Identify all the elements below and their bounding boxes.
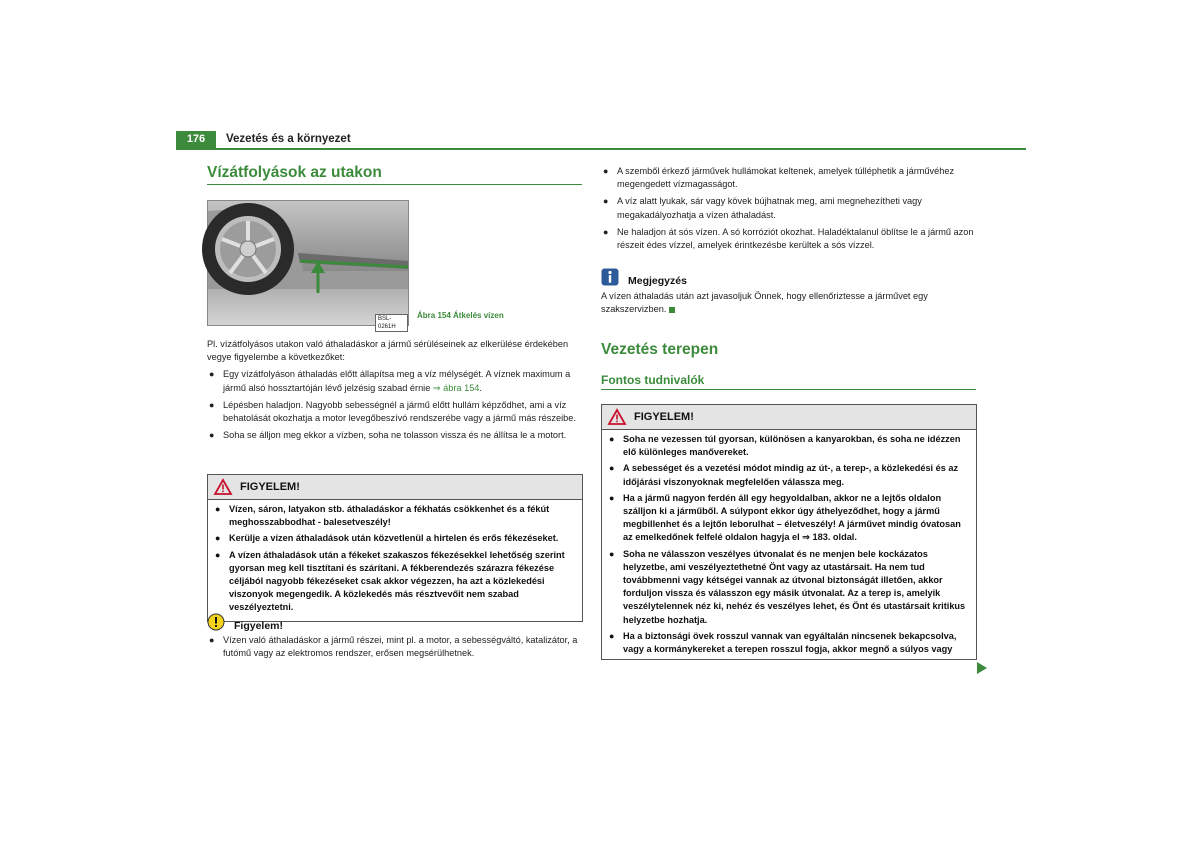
warning-box-right bbox=[601, 404, 977, 660]
list-item-text: Egy vízátfolyáson áthaladás előtt állapítsa meg a víz mélységét. A víznek maximum a jármű alsó hossztartóján lévő jelzésig szabad érnie bbox=[223, 369, 571, 393]
list-item bbox=[207, 634, 581, 660]
list-item bbox=[213, 549, 577, 615]
warning-item-text: A sebességet és a vezetési módot mindig az út-, a terep-, a közlekedési és az időjárási viszonyoknak megfelelően válassza meg. bbox=[623, 463, 959, 487]
page-number: 176 bbox=[176, 131, 216, 148]
section-title-offroad: Vezetés terepen bbox=[601, 341, 719, 358]
list-item-end: . bbox=[479, 382, 482, 393]
running-header: Vezetés és a környezet bbox=[226, 133, 351, 145]
warning-body bbox=[208, 500, 582, 621]
subsection-title: Fontos tudnivalók bbox=[601, 373, 705, 387]
bullet-icon: ● bbox=[209, 430, 215, 441]
bullet-icon: ● bbox=[609, 548, 615, 559]
info-icon bbox=[601, 268, 619, 286]
warning-item-text: Ha a jármű nagyon ferdén áll egy hegyoldalban, akkor ne a lejtős oldalon szálljon ki a járműből. A súlypont ekkor úgy áthelyeződhet, hogy a jármű megbillenhet és a lejtőn leborulhat – életveszély! A járművet mindig óvatosan az emelkedőnek felfelé oldalon hagyja el bbox=[623, 492, 961, 543]
bullet-icon: ● bbox=[215, 533, 221, 544]
warning-item-text: Ha a biztonsági övek rosszul vannak van egyáltalán nincsenek bekapcsolva, vagy a kormánykereket a terepen rosszul fogja, akkor megnő a súlyos vagy bbox=[623, 630, 957, 655]
arrow-right-icon bbox=[977, 662, 987, 674]
bullet-icon: ● bbox=[215, 549, 221, 560]
subsection-rule bbox=[601, 389, 976, 390]
car-wheel-illustration bbox=[208, 201, 408, 325]
list-item bbox=[601, 195, 976, 221]
warning-item-text: Soha ne vezessen túl gyorsan, különösen a kanyarokban, és soha ne idézzen elő különleges manővereket. bbox=[623, 434, 961, 458]
note-block bbox=[601, 267, 976, 316]
note-text: A vízen áthaladás után azt javasoljuk Önnek, hogy ellenőriztesse a járművet egy szakszervizben. bbox=[601, 291, 928, 315]
bullet-icon: ● bbox=[209, 635, 215, 645]
warning-triangle-icon bbox=[214, 479, 232, 495]
warning-box-left bbox=[207, 474, 583, 622]
note-body bbox=[601, 290, 976, 316]
list-item-text: A víz alatt lyukak, sár vagy kövek bújhatnak meg, ami megnehezítheti vagy megakadályozhatja a vízen áthaladást. bbox=[617, 196, 922, 220]
bullet-icon: ● bbox=[603, 166, 609, 176]
bullet-icon: ● bbox=[603, 196, 609, 207]
note-header bbox=[601, 267, 976, 287]
bullet-icon: ● bbox=[609, 434, 615, 444]
bullet-icon: ● bbox=[209, 369, 215, 380]
list-item bbox=[607, 548, 971, 627]
warning-title: FIGYELEM! bbox=[240, 481, 300, 493]
list-item bbox=[607, 433, 971, 459]
exclamation-circle-icon bbox=[207, 613, 225, 631]
figure-link[interactable]: ⇒ ábra 154 bbox=[432, 382, 480, 393]
warning-item-text: A vízen áthaladások után a fékeket szakaszos fékezésekkel lehetőség szerint gyorsan meg kell tisztítani és szárítani. A fékberendezés szárazra fékezése céljából nagyobb fékezéseket csak akkor végezzen, ha azt a közlekedési viszonyok megengedik. A közlekedés más résztvevőit nem szabad veszélyeztetni. bbox=[229, 549, 565, 613]
figure-car-wheel bbox=[207, 200, 409, 330]
bullet-icon: ● bbox=[609, 463, 615, 474]
intro-paragraph: Pl. vízátfolyásos utakon való áthaladáskor a jármű sérüléseinek az elkerülése érdekében vegye figyelembe a következőket: bbox=[207, 339, 569, 363]
warning-item-text: Soha ne válasszon veszélyes útvonalat és ne menjen bele kockázatos helyzetbe, ami veszélyeztethetné Önt vagy az utastársait. Ha nem tud továbbmenni vagy kétségei vannak az útvonal biztonságát illetően, akkor forduljon vissza és válasszon egy másik útvonalat. Az a terep is, amelyik veszélytelennek néz ki, nehéz és veszélyes lehet, és Önt és utastársait kritikus helyzetbe hozhatja. bbox=[623, 548, 966, 625]
list-item bbox=[607, 462, 971, 488]
bullet-icon: ● bbox=[209, 399, 215, 410]
caution-block bbox=[207, 612, 581, 664]
figure-caption: Ábra 154 Átkelés vízen bbox=[417, 311, 504, 320]
list-item bbox=[213, 532, 577, 545]
warning-header bbox=[208, 475, 582, 500]
figure-code: BSL-0261H bbox=[375, 314, 408, 332]
list-item-text: Soha se álljon meg ekkor a vízben, soha ne tolasson vissza és ne állítsa le a motort. bbox=[223, 430, 567, 441]
list-item-text: Lépésben haladjon. Nagyobb sebességnél a jármű előtt hullám képződhet, ami a víz behatolását okozhatja a motor levegőbeszívó rendszerébe vagy a jármű más részeibe. bbox=[223, 399, 576, 424]
list-item-text: A szemből érkező járművek hullámokat keltenek, amelyek túlléphetik a járművéhez megengedett vízmagasságot. bbox=[617, 166, 955, 190]
left-body bbox=[207, 338, 582, 446]
right-top-list bbox=[601, 165, 976, 256]
header-rule bbox=[176, 148, 1026, 150]
section-rule bbox=[207, 184, 582, 185]
section-title-water: Vízátfolyások az utakon bbox=[207, 164, 382, 181]
bullet-icon: ● bbox=[609, 630, 615, 641]
warning-item-end: . bbox=[854, 532, 857, 543]
warning-triangle-icon bbox=[608, 409, 626, 425]
page-link[interactable]: ⇒ 183. oldal bbox=[802, 532, 855, 543]
list-item-text: Ne haladjon át sós vízen. A só korróziót okozhat. Haladéktalanul öblítse le a jármű azon részeit édes vízzel, amelyek érintkezésbe kerültek a sós vízzel. bbox=[617, 226, 974, 251]
list-item bbox=[607, 630, 971, 656]
list-item bbox=[207, 368, 582, 394]
caution-body bbox=[207, 634, 581, 660]
list-item bbox=[207, 429, 582, 442]
caution-title: Figyelem! bbox=[234, 620, 284, 632]
caution-item-text: Vízen való áthaladáskor a jármű részei, mint pl. a motor, a sebességváltó, katalizátor, a futómű vagy az elektromos rendszer, erősen megsérülhetnek. bbox=[223, 635, 578, 659]
caution-header bbox=[207, 612, 581, 632]
warning-header bbox=[602, 405, 976, 430]
list-item bbox=[607, 492, 971, 545]
list-item bbox=[601, 165, 976, 191]
list-item bbox=[213, 503, 577, 529]
list-item bbox=[207, 399, 582, 425]
bullet-icon: ● bbox=[215, 504, 221, 514]
warning-body bbox=[602, 430, 976, 659]
note-title: Megjegyzés bbox=[628, 275, 687, 287]
bullet-icon: ● bbox=[603, 226, 609, 237]
warning-title: FIGYELEM! bbox=[634, 411, 694, 423]
warning-item-text: Vízen, sáron, latyakon stb. áthaladáskor a fékhatás csökkenhet és a fékút meghosszabbodhat - balesetveszély! bbox=[229, 504, 550, 528]
bullet-icon: ● bbox=[609, 492, 615, 503]
end-of-section-icon bbox=[669, 307, 675, 313]
warning-item-text: Kerülje a vízen áthaladások után közvetlenül a hirtelen és erős fékezéseket. bbox=[229, 533, 559, 544]
list-item bbox=[601, 226, 976, 252]
